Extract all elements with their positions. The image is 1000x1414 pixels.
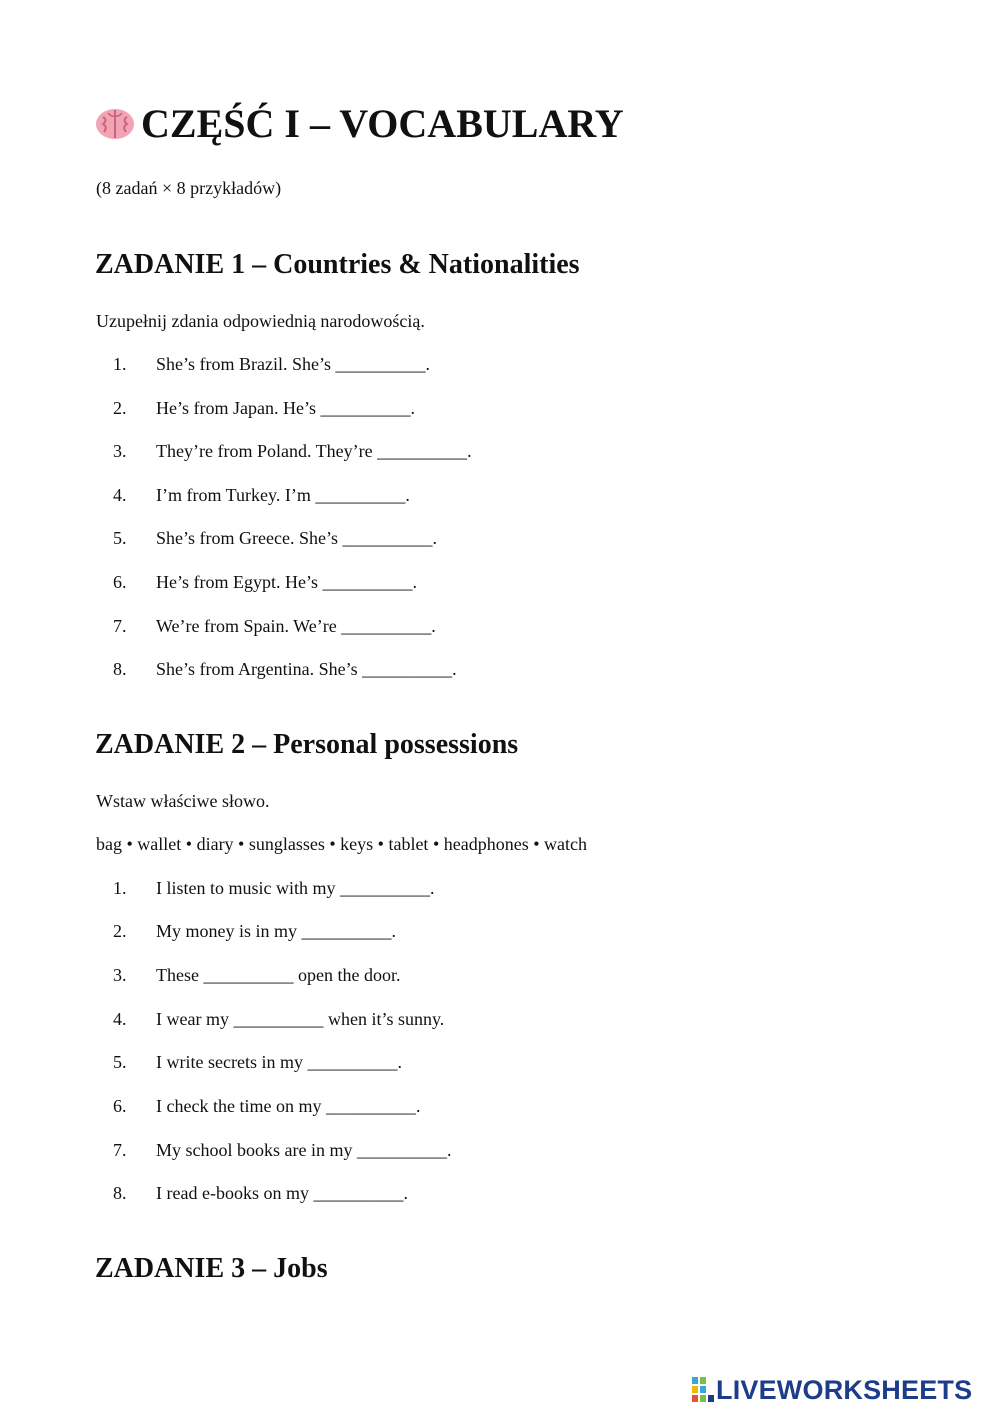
item-number: 6. [113, 1096, 127, 1116]
item-number: 4. [113, 485, 127, 505]
item-number: 3. [113, 965, 127, 985]
task2-instruction: Wstaw właściwe słowo. [96, 791, 270, 811]
item-text: I listen to music with my __________. [156, 878, 435, 898]
word-bank: bag • wallet • diary • sunglasses • keys • tablet • headphones • watch [96, 834, 587, 854]
item-number: 1. [113, 354, 127, 374]
item-text: I read e-books on my __________. [156, 1183, 408, 1203]
item-text: I write secrets in my __________. [156, 1052, 402, 1072]
liveworksheets-logo-text: LIVEWORKSHEETS [716, 1375, 973, 1405]
liveworksheets-logo [692, 1376, 972, 1404]
item-number: 4. [113, 1009, 127, 1029]
liveworksheets-logo-icon [692, 1377, 714, 1403]
item-text: She’s from Argentina. She’s __________. [156, 659, 457, 679]
item-text: She’s from Greece. She’s __________. [156, 528, 437, 548]
item-text: She’s from Brazil. She’s __________. [156, 354, 430, 374]
item-number: 5. [113, 1052, 127, 1072]
item-text: He’s from Japan. He’s __________. [156, 398, 415, 418]
page-title-text: CZĘŚĆ I – VOCABULARY [141, 101, 624, 146]
task1-heading: ZADANIE 1 – Countries & Nationalities [95, 249, 580, 280]
item-number: 2. [113, 398, 127, 418]
item-text: He’s from Egypt. He’s __________. [156, 572, 417, 592]
item-number: 8. [113, 1183, 127, 1203]
page-subtitle: (8 zadań × 8 przykładów) [96, 178, 282, 198]
item-text: My money is in my __________. [156, 921, 397, 941]
task2-heading: ZADANIE 2 – Personal possessions [95, 729, 519, 760]
item-number: 2. [113, 921, 127, 941]
task3-heading: ZADANIE 3 – Jobs [95, 1253, 328, 1284]
brain-icon [95, 107, 135, 141]
task1-instruction: Uzupełnij zdania odpowiednią narodowością. [96, 311, 425, 331]
item-number: 6. [113, 572, 127, 592]
item-number: 7. [113, 616, 127, 636]
item-number: 8. [113, 659, 127, 679]
item-number: 1. [113, 878, 127, 898]
item-text: My school books are in my __________. [156, 1140, 452, 1160]
page-title [95, 98, 624, 150]
item-text: I’m from Turkey. I’m __________. [156, 485, 410, 505]
item-text: These __________ open the door. [156, 965, 401, 985]
item-text: I check the time on my __________. [156, 1096, 421, 1116]
item-number: 5. [113, 528, 127, 548]
item-text: We’re from Spain. We’re __________. [156, 616, 436, 636]
item-number: 3. [113, 441, 127, 461]
item-number: 7. [113, 1140, 127, 1160]
item-text: They’re from Poland. They’re __________. [156, 441, 472, 461]
item-text: I wear my __________ when it’s sunny. [156, 1009, 445, 1029]
